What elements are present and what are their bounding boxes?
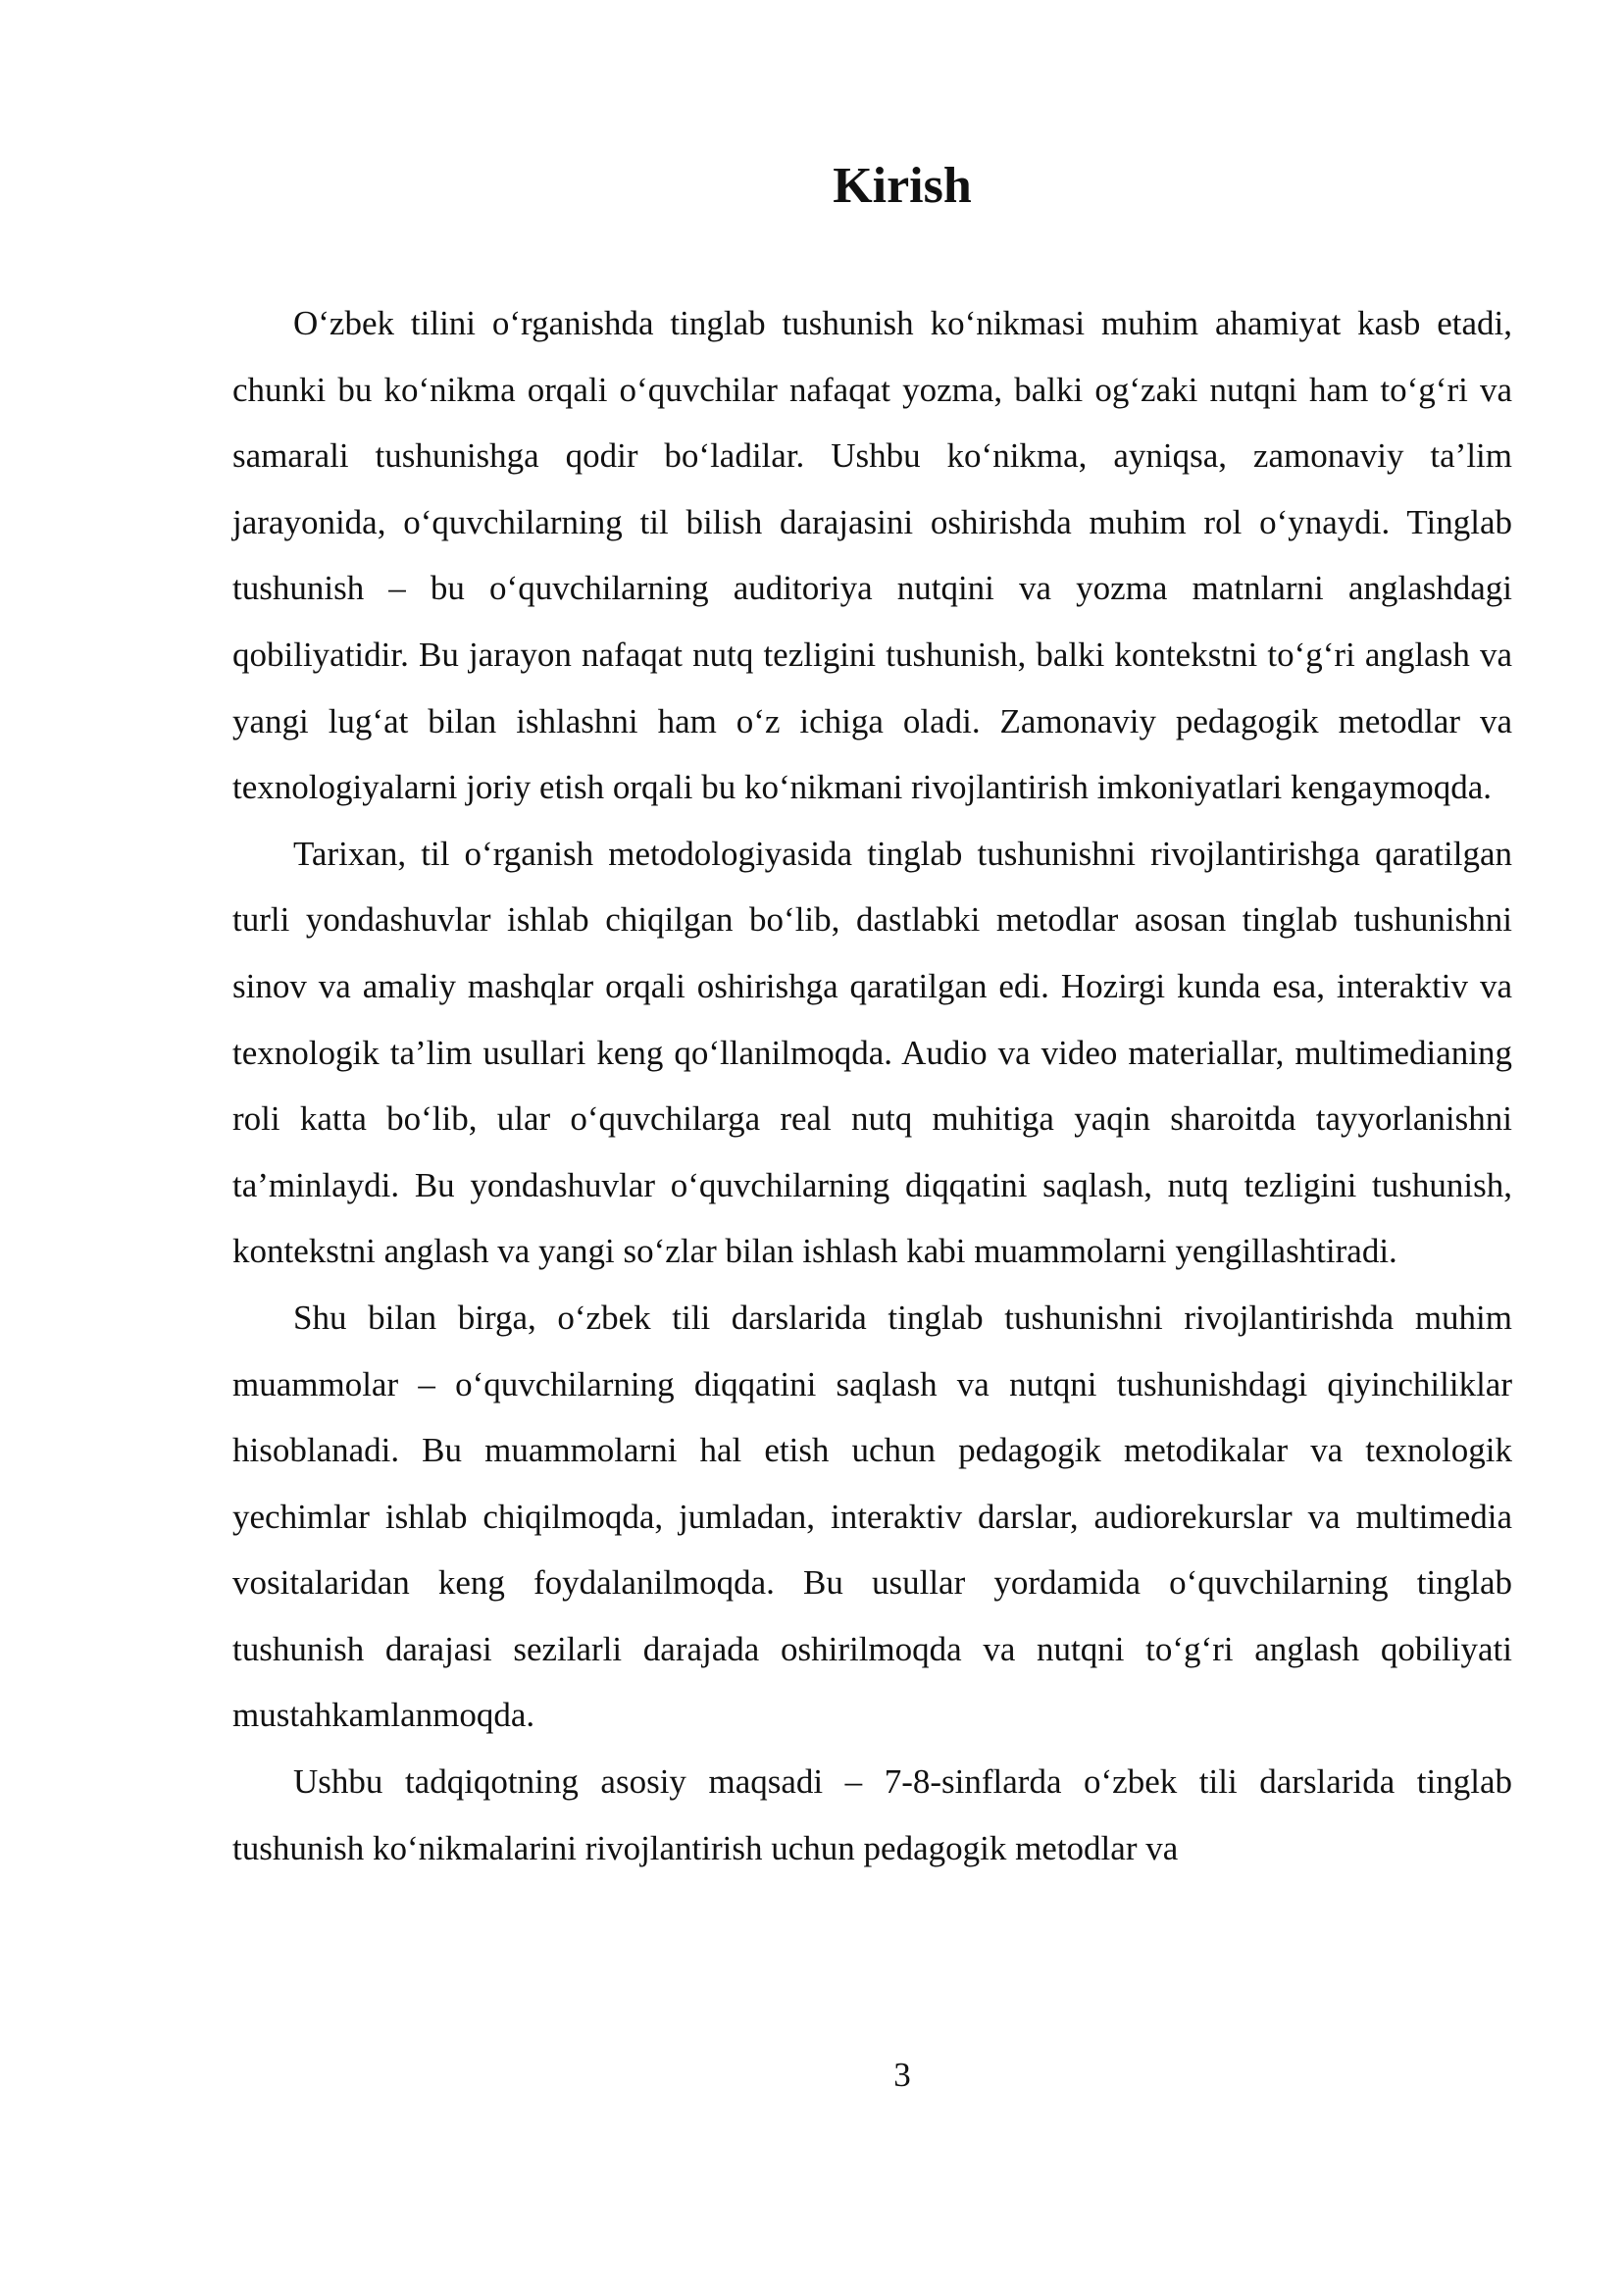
- paragraph: Ushbu tadqiqotning asosiy maqsadi – 7-8-sinflarda o‘zbek tili darslarida tinglab tushunish ko‘nikmalarini rivojlantirish uchun pedagogik metodlar va: [232, 1762, 1512, 1867]
- body-text: [232, 290, 1512, 1881]
- paragraph: Shu bilan birga, o‘zbek tili darslarida tinglab tushunishni rivojlantirishda muhim muammolar – o‘quvchilarning diqqatini saqlash va nutqni tushunishdagi qiyinchiliklar hisoblanadi. Bu muammolarni hal etish uchun pedagogik metodikalar va texnologik yechimlar ishlab chiqilmoqda, jumladan, interaktiv darslar, audiorekurslar va multimedia vositalaridan keng foydalanilmoqda. Bu usullar yordamida o‘quvchilarning tinglab tushunish darajasi sezilarli darajada oshirilmoqda va nutqni to‘g‘ri anglash qobiliyati mustahkamlanmoqda.: [232, 1298, 1512, 1735]
- paragraph: O‘zbek tilini o‘rganishda tinglab tushunish ko‘nikmasi muhim ahamiyat kasb etadi, chunki bu ko‘nikma orqali o‘quvchilar nafaqat yozma, balki og‘zaki nutqni ham to‘g‘ri va samarali tushunishga qodir bo‘ladilar. Ushbu ko‘nikma, ayniqsa, zamonaviy ta’lim jarayonida, o‘quvchilarning til bilish darajasini oshirishda muhim rol o‘ynaydi. Tinglab tushunish – bu o‘quvchilarning auditoriya nutqini va yozma matnlarni anglashdagi qobiliyatidir. Bu jarayon nafaqat nutq tezligini tushunish, balki kontekstni to‘g‘ri anglash va yangi lug‘at bilan ishlashni ham o‘z ichiga oladi. Zamonaviy pedagogik metodlar va texnologiyalarni joriy etish orqali bu ko‘nikmani rivojlantirish imkoniyatlari kengaymoqda.: [232, 304, 1512, 807]
- page-number: 3: [893, 2056, 911, 2094]
- paragraph: Tarixan, til o‘rganish metodologiyasida tinglab tushunishni rivojlantirishga qaratilgan turli yondashuvlar ishlab chiqilgan bo‘lib, dastlabki metodlar asosan tinglab tushunishni sinov va amaliy mashqlar orqali oshirishga qaratilgan edi. Hozirgi kunda esa, interaktiv va texnologik ta’lim usullari keng qo‘llanilmoqda. Audio va video materiallar, multimedianing roli katta bo‘lib, ular o‘quvchilarga real nutq muhitiga yaqin sharoitda tayyorlanishni ta’minlaydi. Bu yondashuvlar o‘quvchilarning diqqatini saqlash, nutq tezligini tushunish, kontekstni anglash va yangi so‘zlar bilan ishlash kabi muammolarni yengillashtiradi.: [232, 834, 1512, 1271]
- page-title: Kirish: [833, 158, 972, 214]
